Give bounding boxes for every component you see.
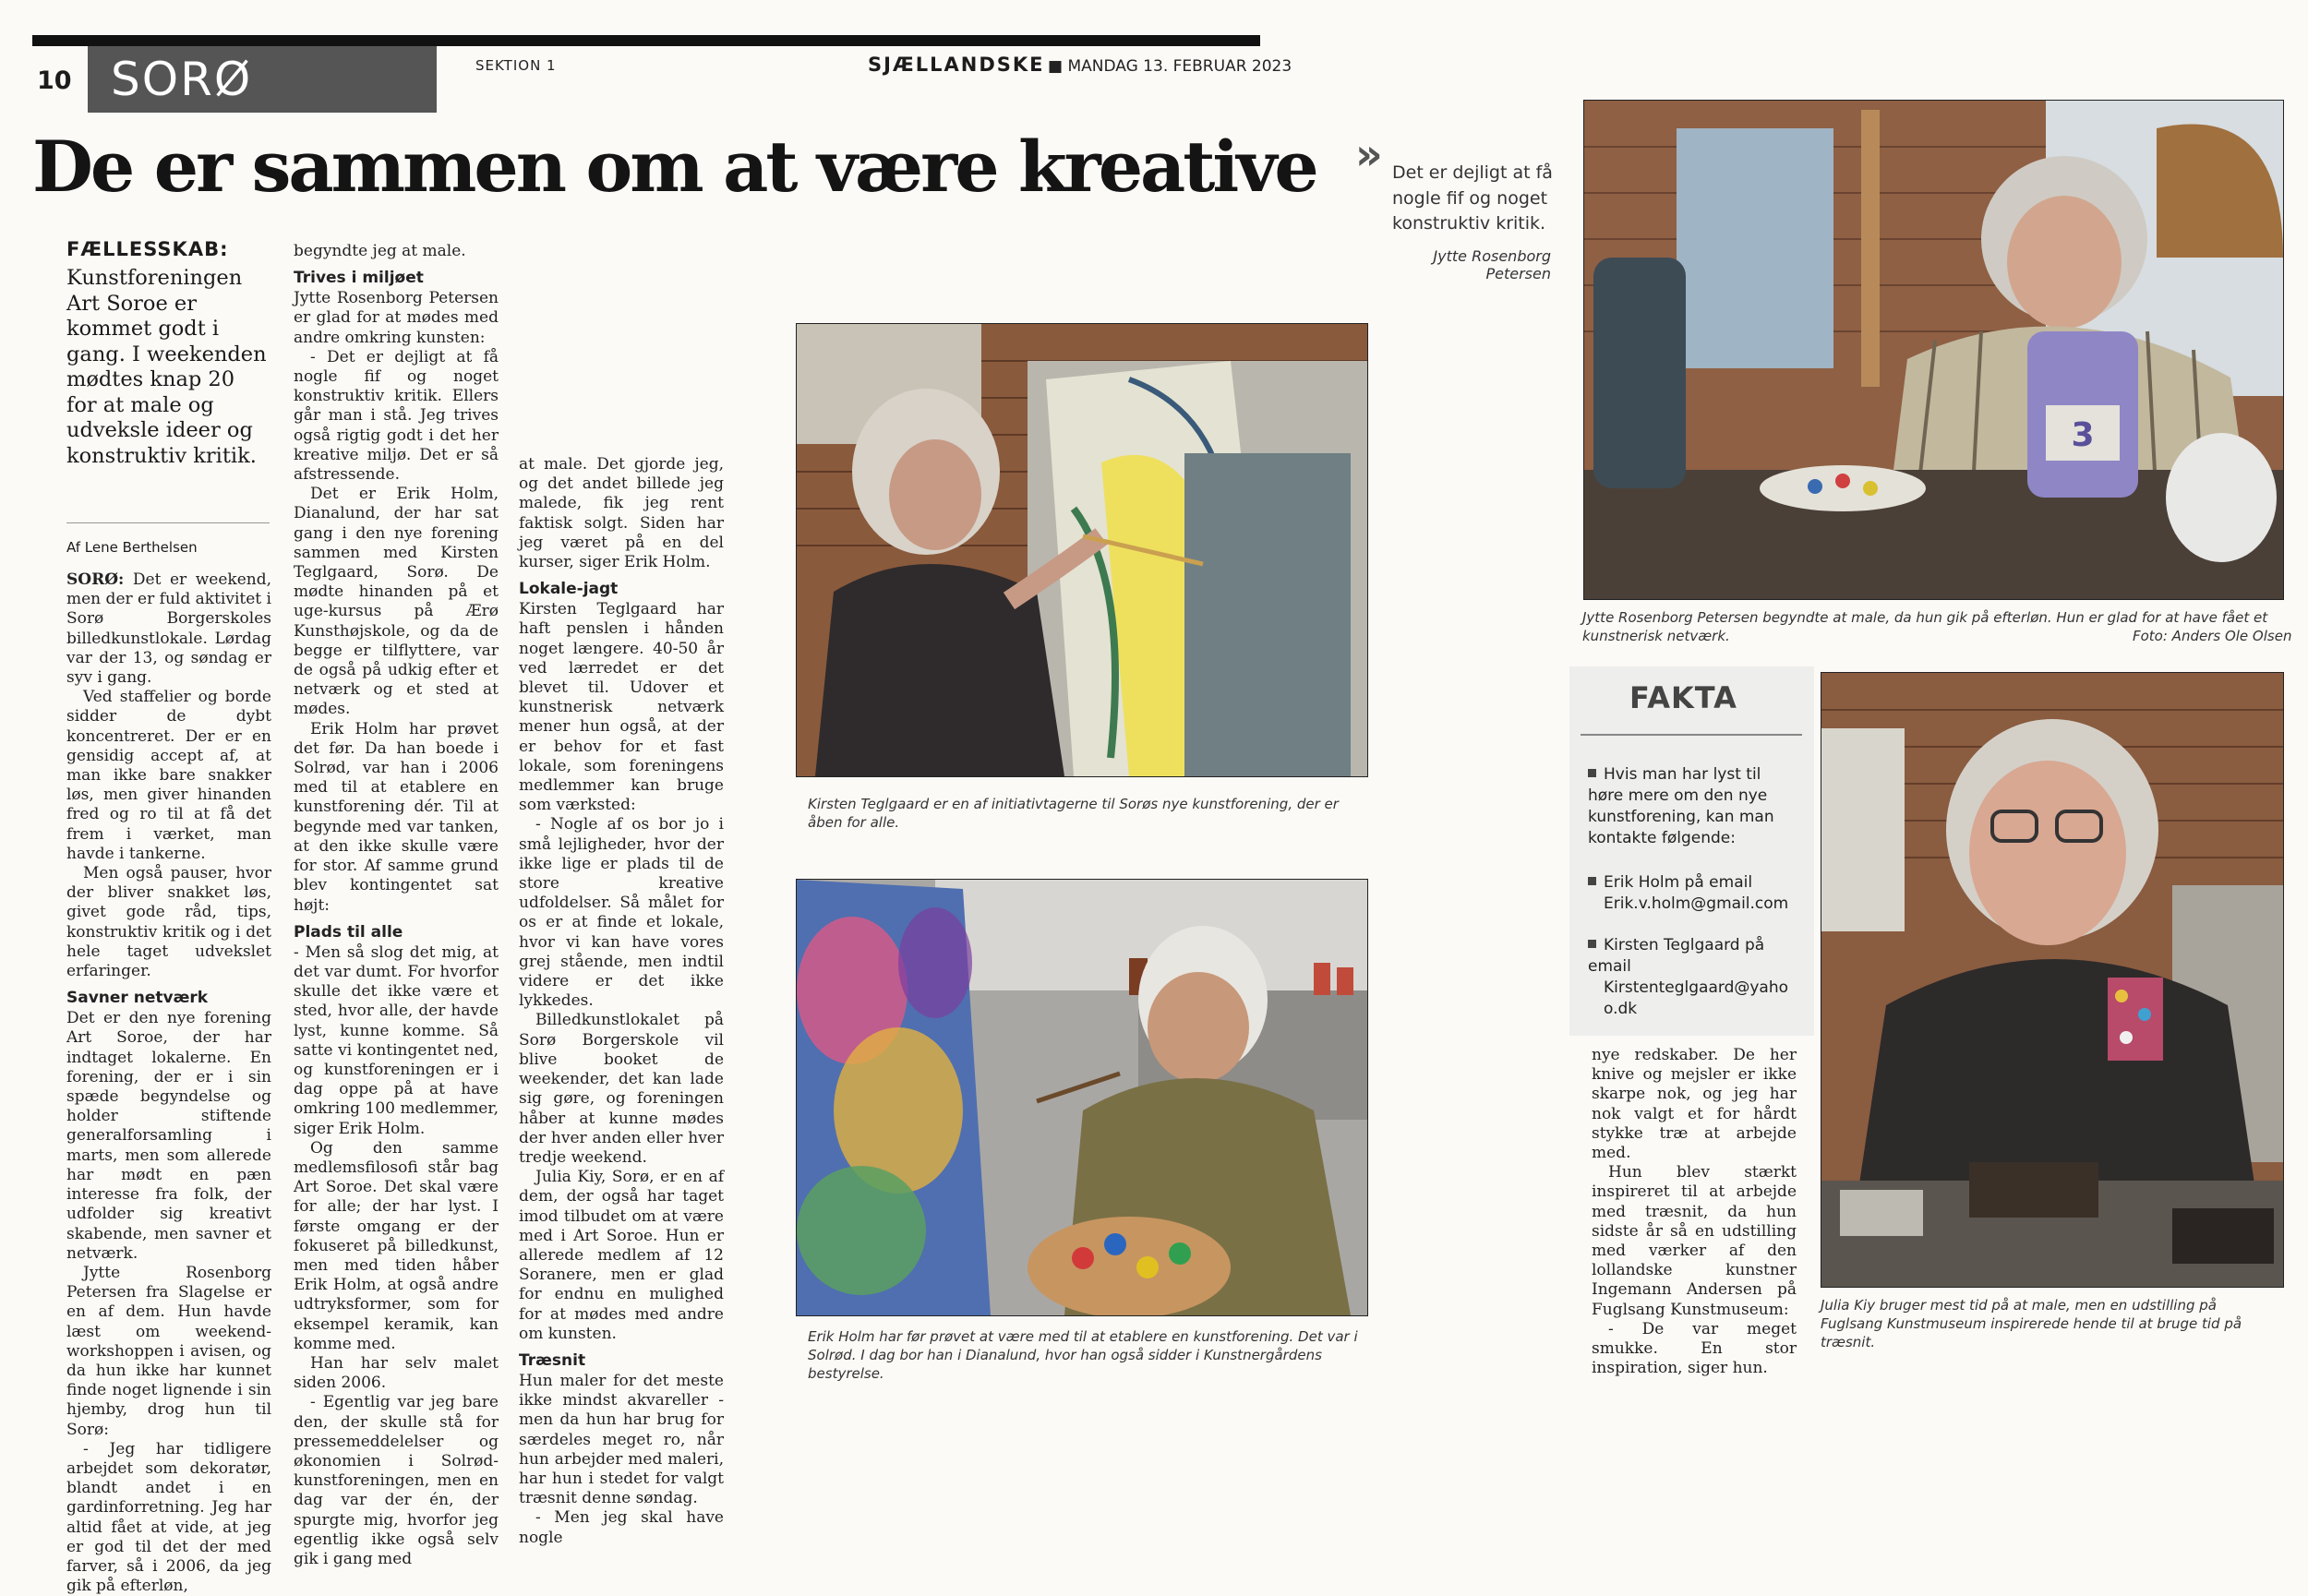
photo-caption-erik: Erik Holm har før prøvet at være med til at etablere en kunstforening. Det var i Solrød. I dag bor han i Dianalund, hvor han også sidder i Kunstnergårdens bestyrelse. <box>808 1328 1358 1382</box>
photo-caption-jytte: Jytte Rosenborg Petersen begyndte at male, da hun gik på efterløn. Hun er glad for at have fået et kunstnerisk netværk. <box>1582 609 2268 644</box>
paragraph: Billedkunstlokalet på Sorø Borgerskole vil blive booket de weekender, det kan lade sig gøre, og foreningen håber at kunne mødes der hver anden eller hver tredje weekend. <box>519 1011 724 1167</box>
subheading: Plads til alle <box>294 922 403 942</box>
fact-box-intro-text: Hvis man har lyst til høre mere om den nye kunstforening, kan man kontakte følgende: <box>1588 765 1774 847</box>
photo-credit: Foto: Anders Ole Olsen <box>2133 628 2292 644</box>
paragraph: Julia Kiy, Sorø, er en af dem, der også har taget imod tilbudet om at være med i Art Soroe. Hun er allerede medlem af 12 Soranere, men er glad for endnu en mulighed for at mødes med andre om kunsten. <box>519 1168 724 1343</box>
headline: De er sammen om at være kreative <box>32 126 1316 208</box>
subheading: Træsnit <box>519 1350 586 1370</box>
fact-box-contact-kirsten <box>1588 935 1796 1020</box>
paragraph: - Men jeg skal have nogle <box>519 1508 724 1547</box>
paragraph: Jytte Rosenborg Petersen er glad for at mødes med andre omkring kunsten: <box>294 289 499 347</box>
fact-box-title: FAKTA <box>1629 680 1737 715</box>
fact-box-intro <box>1588 764 1796 849</box>
issue-date-text: MANDAG 13. FEBRUAR 2023 <box>1067 57 1292 76</box>
paragraph: Hun maler for det meste ikke mindst akvareller - men da hun har brug for særdeles meget ro, når hun arbejder med maleri, har hun i stedet for valgt træsnit denne søndag. <box>519 1371 724 1508</box>
paragraph: nye redskaber. De her knive og mejsler er ikke skarpe nok, og jeg har nok valgt et for hårdt stykke træ at arbejde med. <box>1592 1046 1797 1163</box>
bullet-icon <box>1588 877 1596 885</box>
fact-box-contact-erik <box>1588 872 1796 915</box>
paragraph-text: Det er weekend, men der er fuld aktivitet i Sorø Borgerskoles billedkunstlokale. Lørdag var der 13, og søndag er syv i gang. <box>66 570 271 688</box>
subheading: Trives i miljøet <box>294 269 424 288</box>
paragraph: Jytte Rosenborg Petersen fra Slagelse er en af dem. Hun havde læst om weekend-workshoppen i avisen, og da hun ikke har kunnet finde noget lignende i sin hjemby, drog hun til Sorø: <box>66 1263 271 1439</box>
byline-divider <box>66 522 270 523</box>
page-number: 10 <box>37 66 72 95</box>
paragraph: - Men så slog det mig, at det var dumt. For hvorfor skulle det ikke være et sted, hvor alle, der havde lyst, kunne komme. Så satte vi kontingentet ned, og kunstforeningen er i dag oppe på at have omkring 100 medlemmer, siger Erik Holm. <box>294 942 499 1138</box>
paragraph: Erik Holm har prøvet det før. Da han boede i Solrød, var han i 2006 med til at etablere en kunstforening dér. Til at begynde med var tanken, at den ikke skulle være for stor. Af samme grund blev kontingentet sat højt: <box>294 719 499 915</box>
paragraph: at male. Det gjorde jeg, og det andet billede jeg malede, fik jeg rent faktisk solgt. Siden har jeg været på en del kurser, siger Erik Holm. <box>519 455 724 572</box>
subheading: Lokale-jagt <box>519 580 619 599</box>
newspaper-name: SJÆLLANDSKE <box>868 54 1045 76</box>
photo-julia-woodcut <box>1821 672 2284 1288</box>
lead-text: Kunstforeningen Art Soroe er kommet godt i gang. I weekenden mødtes knap 20 for at male og udveksle ideer og konstruktiv kritik. <box>66 266 267 468</box>
contact-email[interactable]: Erik.v.holm@gmail.com <box>1604 894 1789 913</box>
fact-box-divider <box>1581 734 1802 736</box>
paragraph <box>66 570 271 688</box>
header-rule <box>32 35 1260 46</box>
paragraph: Ved staffelier og borde sidder de dybt koncentreret. Der er en gensidig accept af, at man ikke bare snakker løs, men giver hinanden fred og ro til at få det frem i værket, man havde i tankerne. <box>66 688 271 863</box>
paragraph: Det er Erik Holm, Dianalund, der har sat gang i den nye forening sammen med Kirsten Teglgaard, Sorø. De mødte hinanden på et uge-kursus på Ærø Kunsthøjskole, og da de begge er tilflyttere, var de også på udkig efter et netværk og et sted at mødes. <box>294 485 499 719</box>
issue-date: ■ MANDAG 13. FEBRUAR 2023 <box>1048 57 1292 76</box>
article-column-1 <box>66 570 271 1596</box>
pull-quote-text: Det er dejligt at få nogle fif og noget konstruktiv kritik. <box>1392 162 1553 234</box>
paragraph: Han har selv malet siden 2006. <box>294 1353 499 1393</box>
contact-email[interactable]: Kirstenteglgaard@yahoo.dk <box>1604 978 1789 1018</box>
section-tab: SORØ <box>88 46 437 113</box>
paragraph: begyndte jeg at male. <box>294 242 466 260</box>
contact-name: Erik Holm på email <box>1604 873 1753 892</box>
dateline: SORØ: <box>66 570 125 589</box>
photo-kirsten-painting <box>796 323 1368 777</box>
section-label: SEKTION 1 <box>475 57 557 74</box>
paragraph: - Det er dejligt at få nogle fif og noget konstruktiv kritik. Ellers går man i stå. Jeg trives også rigtig godt i det her kreative miljø. Det er så afstressende. <box>294 347 499 485</box>
paragraph: - Jeg har tidligere arbejdet som dekoratør, blandt andet i en gardinforretning. Jeg har altid fået at vide, at jeg er god til det der med farver, så i 2006, da jeg gik på efterløn, <box>66 1439 271 1596</box>
subheading: Savner netværk <box>66 989 209 1008</box>
bullet-icon <box>1588 769 1596 777</box>
paragraph: - Nogle af os bor jo i små lejligheder, hvor der ikke lige er plads til de store kreative udfoldelser. Så målet for os er at finde et lokale, hvor vi kan have vores grej stående, men indtil videre er det ikke lykkedes. <box>519 815 724 1011</box>
article-column-3 <box>519 455 724 1548</box>
paragraph: Men også pauser, hvor der bliver snakket løs, givet gode råd, tips, konstruktiv kritik og i det hele taget udvekslet erfaringer. <box>66 864 271 981</box>
jar-label: 3 <box>2071 416 2095 454</box>
paragraph: Og den samme medlemsfilosofi står bag Art Soroe. Det skal være for alle; der har lyst. I første omgang er der fokuseret på billedkunst, men med tiden håber Erik Holm, at også andre udtryksformer, som for eksempel keramik, kan komme med. <box>294 1138 499 1353</box>
contact-name: Kirsten Teglgaard på email <box>1588 936 1765 976</box>
lead-heading: FÆLLESSKAB: <box>66 238 229 260</box>
bullet-icon <box>1588 940 1596 948</box>
photo-caption-kirsten: Kirsten Teglgaard er en af initiativtagerne til Sorøs nye kunstforening, der er åben for alle. <box>808 796 1339 831</box>
paragraph: Det er den nye forening Art Soroe, der har indtaget lokalerne. En forening, der er i sin spæde begyndelse og holder stiftende generalforsamling i marts, men som allerede har mødt en pæn interesse fra folk, der udfolder sig kreativt skabende, men savner et netværk. <box>66 1009 271 1263</box>
article-column-2 <box>294 242 499 1569</box>
paragraph: Kirsten Teglgaard har haft penslen i hånden noget længere. 40-50 år ved lærredet er det blevet til. Udover et kunstnerisk netværk mener hun også, at der er behov for et fast lokale, som foreningens medlemmer kan bruge som værksted: <box>519 600 724 815</box>
paragraph: - De var meget smukke. En stor inspiration, siger hun. <box>1592 1319 1797 1378</box>
photo-erik-painting <box>796 879 1368 1316</box>
pull-quote-byline: Jytte Rosenborg Petersen <box>1433 247 1551 282</box>
byline: Af Lene Berthelsen <box>66 539 198 556</box>
paragraph: - Egentlig var jeg bare den, der skulle stå for pressemeddelelser og økonomien i Solrød-kunstforeningen, men en dag var der én, der spurgte mig, hvorfor jeg egentlig ikke også selv gik i gang med <box>294 1393 499 1568</box>
photo-caption-julia: Julia Kiy bruger mest tid på at male, men en udstilling på Fuglsang Kunstmuseum inspirerede hende til at bruge tid på træsnit. <box>1821 1297 2242 1350</box>
article-column-4 <box>1592 1046 1797 1378</box>
quote-mark-icon: » <box>1355 129 1383 179</box>
paragraph: Hun blev stærkt inspireret til at arbejde med træsnit, da hun sidste år så en udstilling med værker af den lollandske kunstner Ingemann Andersen på Fuglsang Kunstmuseum: <box>1592 1163 1797 1319</box>
photo-jytte-painting <box>1583 100 2284 600</box>
